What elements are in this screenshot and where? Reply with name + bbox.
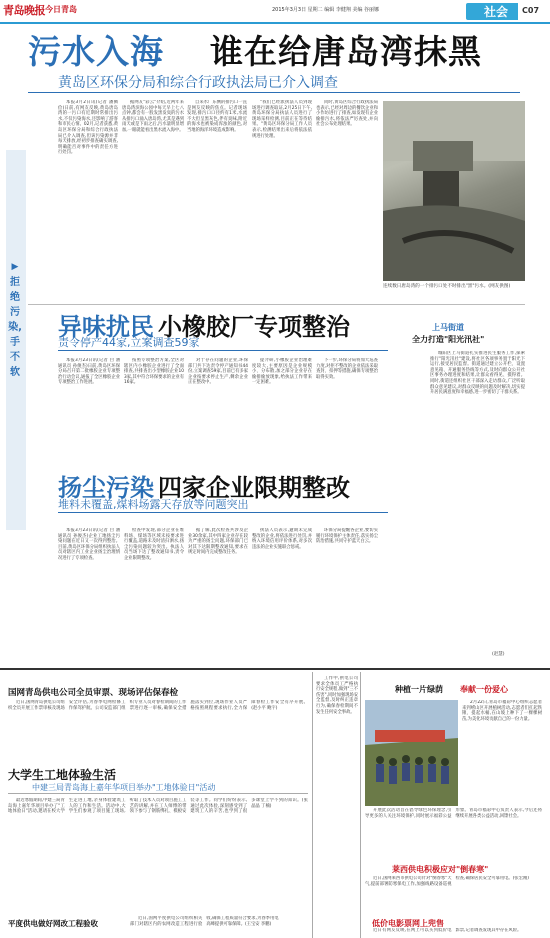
story3-column: 检查中发现,部分企业在堆料场、煤场等区域未按要求进行覆盖,道路未及时清扫洒水,扬尘污染问题较为突出。执法人员当场下达了整改通知书,责令企业限期整改。 (124, 528, 184, 561)
brief2-subtitle: 中建三局青岛海上嘉年华项目举办"工地体验日"活动 (32, 783, 216, 792)
story2-column: 本报3月23日讯(记者 白 涵 通讯员 孙俊杰)日前,黄岛区环保分局召开第二批橡胶企业专项整治行动会议,通报了全区橡胶企业专项整治工作进展。 (58, 358, 120, 386)
side-story-body: 城阳区上马街道扎实推进民生服务工作,探索推行"阳光汛社"建设,将社区各项事务置于阳光下运行,接受居民监督。街道通过建立公开栏、设置意见箱、开通服务热线等方式,及时向群众公开社区事务办理进度和结果,让群众看得见、摸得着。同时,街道还组织社区干部深入走访群众,广泛听取群众意见建议,对群众反映的问题及时解决,切实提升居民满意度和幸福感,进一步密切了干群关系。 (430, 351, 525, 396)
date-line: 2015年3月3日 星期二 编辑 李健翔 美编 谷丽娜 (272, 7, 380, 13)
brief6-title: 低价电影票网上兜售 (372, 919, 444, 928)
story1-column: 自来水厂东侧的排污口一直是网友反映的焦点。记者现场发现,排污口口径约有1米,水流不大但呈黑灰色,伴有臭味,附近的海水也被染成浑浊的颜色,对当地的海洋环境造成影响。 (187, 100, 247, 133)
story1-column: 同时,黄岛区综合行政执法局也表示,已经对周边的餐饮企业和小作坊进行了排查,如发现有企业偷排污水,将依法严厉查处,并向社会公布处理结果。 (316, 100, 378, 128)
brief3-title: 平度供电做好网改工程验收 (8, 919, 98, 928)
tree-planting-photo (365, 700, 458, 806)
story3-headline-part1: 扬尘污染 (58, 474, 154, 502)
story1-column: "我们已经派执法人员到现场进行调查取证,2月25日下午,黄岛环保分局执法人员进行了现场采样检测,目前正在等待结果。"黄岛区环保分局工作人员表示,检测结果出来后将依法依规进行处理。 (252, 100, 312, 139)
story3-rule (58, 512, 388, 513)
brief4-title-b: 奉献一份爱心 (460, 685, 508, 694)
story2-rule (58, 350, 388, 351)
side-story-title: 上马街道 (432, 323, 464, 332)
story2-column: 下一步,环保分局将加大巡查力度,对拒不整改的企业依法采取查封、扣押等措施,确保专项整治取得实效。 (316, 358, 378, 380)
side-story-subtitle: 全力打造"阳光汛社" (412, 335, 485, 344)
story3-column: 环保分局提醒各企业,要切实履行环境保护主体责任,落实扬尘防治措施,共同守护蓝天白云。 (316, 528, 378, 545)
brief4-title-a: 种植一片绿荫 (395, 685, 443, 694)
story2-headline-part2: 小橡胶厂专项整治 (158, 313, 350, 341)
brief1-continued: 工作中,供电公司要求全体员工严格执行安全规程,做到"三不伤害",同时加强现场安全监督,及时纠正违章行为,确保春检期间不发生任何安全事故。 (316, 676, 358, 715)
brief4-body: 2月22日,青岛市福彩中心组织志愿者来到崂山区开展植树活动,志愿者们扛起铁锹、提起水桶,在山坡上种下了一棵棵树苗,为美化环境贡献自己的一份力量。 (462, 700, 542, 722)
brief3-body: 近日,国网平度供电公司组织相关部门对辖区内的农网改造工程进行验收,确保工程质量符合要求,为春季用电高峰提供可靠保障。(王宝安 李鹏) (130, 916, 279, 927)
brief2-body: 最近寒假期间,中建三局青岛海上嘉年华项目举办了"工地体验日"活动,邀请在校大学生走进工地,亲身体验建筑工人的工作和生活。活动中,大学生们参观了项目施工现场,听取了技术人员对项目施工工艺的讲解,并在工人师傅的带领下参与了钢筋绑扎、模板安装等工作。同学们纷纷表示,通过此次体验,深刻感受到了建筑工人的辛苦,也学到了很多课堂上学不到的知识。(张晶晶 丁楠) (8, 798, 308, 815)
story2-column: 提介研,小橡胶企业治理难度较大,主要原因是企业规模小、分布散,加之部分企业存在偷排偷放现象,给执法工作带来一定困难。 (252, 358, 312, 386)
story3-column: 据了解,此次检查共涉及企业30余家,其中四家企业存在较为严重的扬尘问题,环保部门已对其下达限期整改通知,要求在规定时间内完成整改任务。 (188, 528, 248, 556)
bottom-divider (0, 668, 550, 670)
header-rule (0, 22, 550, 24)
story3-column: 执法人员表示,逾期未完成整改的企业,将依法进行处罚,并纳入环境信用评价体系,对多次违法的企业实施联合惩戒。 (252, 528, 312, 550)
vertical-label: 拒绝污染,手不软 (8, 277, 22, 378)
story1-headline-part2: 谁在给唐岛湾抹黑 (210, 32, 482, 71)
brief5-title: 莱西供电积极应对"倒春寒" (392, 865, 489, 874)
newspaper-logo: 青岛晚报 (3, 4, 45, 17)
page-number: C07 (522, 6, 540, 15)
side-story-byline: (赵慧) (492, 652, 505, 657)
edition-label: 今日青岛 (45, 5, 77, 14)
story1-headline-part1: 污水入海 (28, 32, 164, 71)
story3-subhead: 堆料未覆盖,煤料场露天存放等问题突出 (58, 498, 249, 511)
section-label: 社会 (484, 5, 509, 19)
section-divider (28, 304, 525, 305)
story2-subhead: 责令停产44家,立案调查59家 (58, 336, 200, 349)
story2-headline-part1: 异味扰民 (58, 313, 154, 341)
story3-column: 本报3月23日讯(记者 白 涵 通讯员 孙俊杰)企业工地扬尘污染问题在近日又一次得到整治。目前,黄岛区环保分局组织执法人员对辖区内工业企业扬尘治理情况进行了专项检查。 (58, 528, 120, 561)
triangle-icon: ▶ (11, 262, 19, 272)
column-divider (360, 672, 361, 938)
photo-caption: 连续数日唐岛湾的一个排污口处不时排出"黑"污水。(网友供图) (383, 284, 511, 289)
story1-rule (28, 92, 520, 93)
brief4-body-continued: 开展此次活动旨在倡导绿色环保理念,引导更多的人关注环境保护,同时展示福彩公益形象。青岛市福彩中心负责人表示,今后还将继续开展各类公益活动,回馈社会。 (365, 808, 542, 819)
story3-headline-part2: 四家企业限期整改 (158, 474, 350, 502)
brief1-title: 国网青岛供电公司全员审票、现场评估保春检 (8, 688, 179, 698)
brief5-body: 近日,国网莱西市供电公司针对"倒春寒"天气,提前部署防寒保电工作,加强线路设备巡视检查,确保居民安全可靠用电。(张宏刚) (365, 876, 529, 887)
polluted-outlet-photo (383, 101, 525, 281)
brief1-body: 近日,国网青岛供电公司组织全员开展工作票审核及现场安全评估,为春季电网检修工作保驾护航。公司安监部门组织专业人员对春检期间的工作票进行逐一审核,确保安全措施落实到位,现场作业人员严格按照规程要求执行,全力保障春检工作安全有序开展。(赵小平 鲍宇) (8, 700, 308, 711)
brief6-body: 近日有网友反映,在网上可以买到低价电影票,记者调查发现其中存在风险。 (373, 928, 522, 933)
story1-column: 据网友"彩云"介绍,近两年来唐岛湾滨海公园中每天早上七八点钟,都会有一股发黑发臭的污水从排污口涌入唐岛湾,尤其是遇到雨天或是下雨之后,污水量明显增加,一眼就能看出黑水流入海中。 (122, 100, 184, 133)
story2-column: 对于存在问题的企业,环保部门共下达责令停产通知书44份,立案调查59家,目前已有多家企业按要求停止生产,剩余企业正在整改中。 (188, 358, 248, 386)
story1-column: 本报3月2日讯(记者 潘腾 俭)日前,有网友反映,黄岛唐岛湾的一污口有近期时常排出污水,不仅污染海水,还影响了游客和市民心情。02月,记者获悉,黄岛区环保分局和综合行政执法局已介入调查,但该污染源并非每天排放,经初步排查确实调查,明确能否对事件中的责任方进行处罚。 (58, 100, 118, 156)
brief2-title: 大学生工地体验生活 (8, 768, 117, 782)
story2-column: 按照专项整治方案,全区对辖区内小橡胶企业进行了全面排查,共排查出小型橡胶企业103家,其中符合环保要求的企业有16家。 (124, 358, 184, 386)
brief2-rule (8, 793, 308, 794)
column-divider (312, 672, 313, 938)
story1-subhead: 黄岛区环保分局和综合行政执法局已介入调查 (58, 75, 338, 91)
